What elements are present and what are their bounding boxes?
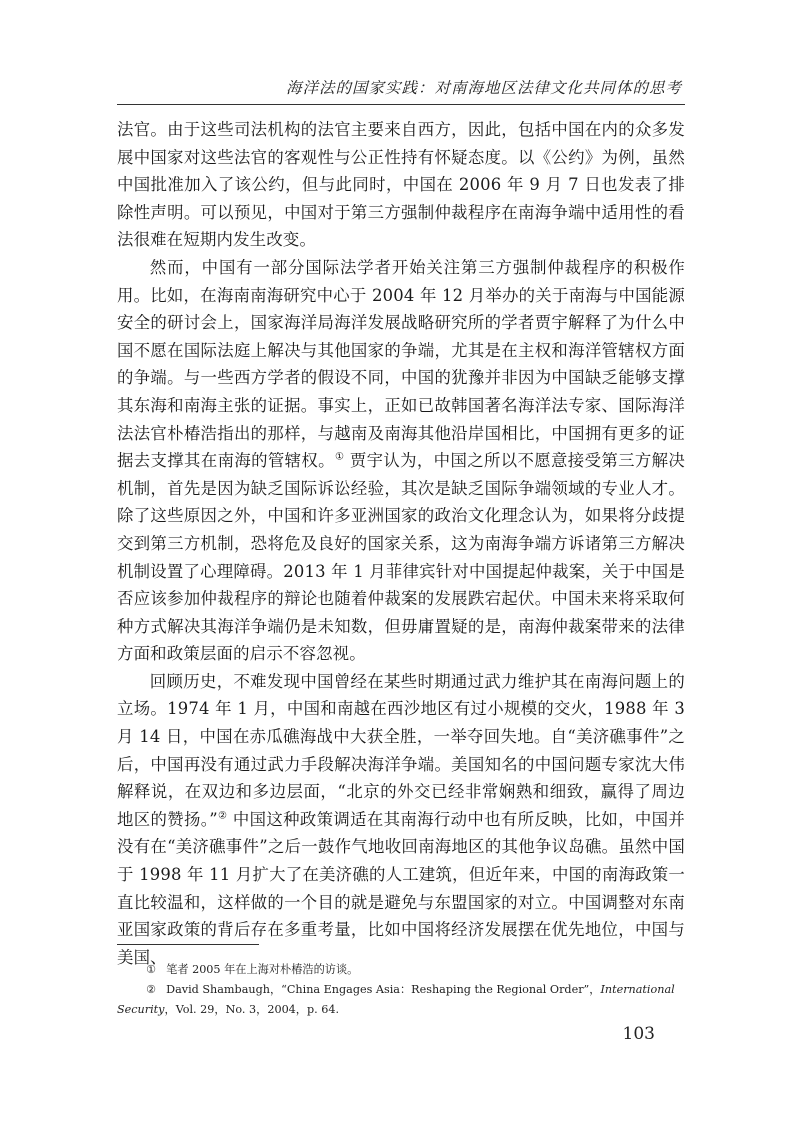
paragraph-1 xyxy=(117,116,685,254)
footnote-1 xyxy=(117,960,685,980)
footnote-2-journal: International Security xyxy=(117,983,675,1016)
page-number: 103 xyxy=(622,1024,655,1044)
footnote-1-text: 笔者 2005 年在上海对朴椿浩的访谈。 xyxy=(166,963,359,976)
paragraph-3-text-b: 中国这种政策调适在其南海行动中也有所反映，比如，中国并没有在“美济礁事件”之后一鼓作气地收回南海地区的其他争议岛礁。虽然中国于 1998 年 11 月扩大了在美济礁的人工建筑，但近年来，中国的南海政策一直比较温和，这样做的一个目的就是避免与东盟国家的对立。中国调整对东南亚国家政策的背后存在多重考量，比如中国将经济发展摆在优先地位，中国与美国、 xyxy=(117,809,685,967)
paragraph-2-text-b: 贾宇认为，中国之所以不愿意接受第三方解决机制，首先是因为缺乏国际诉讼经验，其次是缺乏国际争端领域的专业人才。除了这些原因之外，中国和许多亚洲国家的政治文化理念认为，如果将分歧提交到第三方机制，恐将危及良好的国家关系，这为南海争端方诉诸第三方解决机制设置了心理障碍。2013 年 1 月菲律宾针对中国提起仲裁案，关于中国是否应该参加仲裁程序的辩论也随着仲裁案的发展跌宕起伏。中国未来将采取何种方式解决其海洋争端仍是未知数，但毋庸置疑的是，南海仲裁案带来的法律方面和政策层面的启示不容忽视。 xyxy=(117,451,685,664)
paragraph-2-text-a: 然而，中国有一部分国际法学者开始关注第三方强制仲裁程序的积极作用。比如，在海南南海研究中心于 2004 年 12 月举办的关于南海与中国能源安全的研讨会上，国家海洋局海洋发展战略研究所的学者贾宇解释了为什么中国不愿在国际法庭上解决与其他国家的争端，尤其是在主权和海洋管辖权方面的争端。与一些西方学者的假设不同，中国的犹豫并非因为中国缺乏能够支撑其东海和南海主张的证据。事实上，正如已故韩国著名海洋法专家、国际海洋法法官朴椿浩指出的那样，与越南及南海其他沿岸国相比，中国拥有更多的证据去支撑其在南海的管辖权。 xyxy=(117,257,685,471)
footnotes xyxy=(117,960,685,1020)
footnote-1-mark: ① xyxy=(146,963,157,976)
paragraph-3 xyxy=(117,668,685,972)
paragraph-3-text-a: 回顾历史，不难发现中国曾经在某些时期通过武力维护其在南海问题上的立场。1974 年 1 月，中国和南越在西沙地区有过小规模的交火，1988 年 3 月 14 日，中国在赤瓜礁海战中大获全胜，一举夺回失地。自“美济礁事件”之后，中国再没有通过武力手段解决海洋争端。美国知名的中国问题专家沈大伟解释说，在双边和多边层面，“北京的外交已经非常娴熟和细致，赢得了周边地区的赞扬。” xyxy=(117,671,685,829)
paragraph-1-text: 法官。由于这些司法机构的法官主要来自西方，因此，包括中国在内的众多发展中国家对这些法官的客观性与公正性持有怀疑态度。以《公约》为例，虽然中国批准加入了该公约，但与此同时，中国在 2006 年 9 月 7 日也发表了排除性声明。可以预见，中国对于第三方强制仲裁程序在南海争端中适用性的看法很难在短期内发生改变。 xyxy=(117,120,685,250)
footnote-2-text-after: ，Vol. 29，No. 3，2004，p. 64. xyxy=(164,1003,340,1016)
header-divider xyxy=(117,104,685,105)
body-text xyxy=(117,116,685,971)
footnote-2-text-before: David Shambaugh，“China Engages Asia：Reshaping the Regional Order”， xyxy=(166,983,601,996)
footnote-ref-1[interactable]: ① xyxy=(334,451,345,463)
paragraph-2 xyxy=(117,254,685,668)
footnote-2-mark: ② xyxy=(146,983,157,996)
footnote-ref-2[interactable]: ② xyxy=(217,810,228,822)
footnote-divider xyxy=(117,944,259,945)
running-header-title: 海洋法的国家实践：对南海地区法律文化共同体的思考 xyxy=(285,79,682,97)
footnote-2 xyxy=(117,980,685,1020)
